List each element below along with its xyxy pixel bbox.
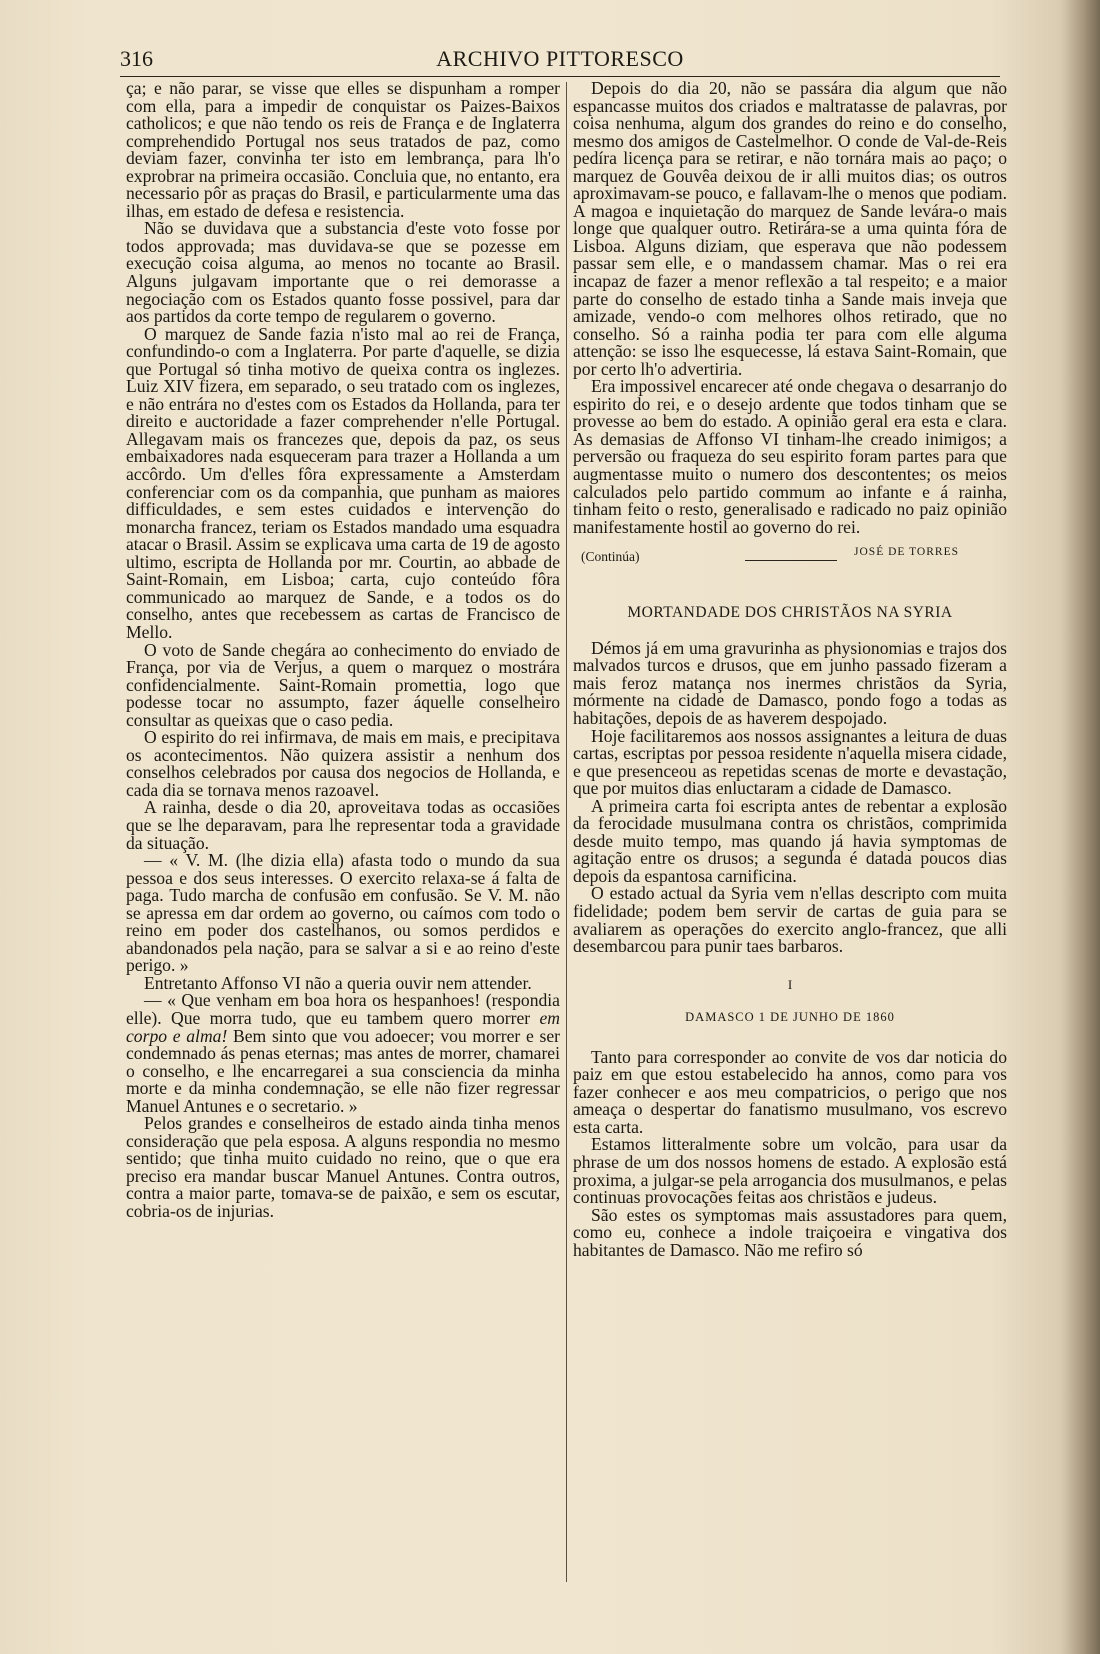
paragraph: Estamos litteralmente sobre um volcão, para usar da phrase de um dos nossos homens de estado. A explosão está proxima, a julgar-se pela arrogancia dos musulmanos, e pelas continuas provocações feitas aos christãos e judeus. — [573, 1134, 1007, 1208]
paragraph: A rainha, desde o dia 20, aproveitava todas as occasiões que se lhe deparavam, para lhe representar toda a gravidade da situação. — [126, 797, 560, 853]
quote-paragraph — [126, 992, 560, 1115]
page-header — [120, 42, 1000, 77]
paragraph: O estado actual da Syria vem n'ellas descripto com muita fidelidade; podem bem servir de cartas de guia para se avaliarem as operações do exercito anglo-francez, que alli desembarcou para punir taes barbaros. — [573, 883, 1007, 957]
end-rule — [745, 560, 837, 561]
quote-text-start: — « Que venham em boa hora os hespanhoes! (respondia elle). Que morra tudo, que eu tambem quero morrer — [126, 990, 560, 1028]
paragraph: Entretanto Affonso VI não a queria ouvir nem attender. — [144, 972, 532, 993]
paragraph: Depois do dia 20, não se passára dia algum que não espancasse muitos dos criados e maltratasse de palavras, por coisa nenhuma, algum dos grandes do reino e do conselho, mesmo dos amigos de Castelmelhor. O conde de Val-de-Reis pedíra licença para se retirar, e não tornára mais ao paço; o marquez de Gouvêa deixou de ir alli muitos dias; os outros aproximavam-se pouco, e fallavam-lhe o menos que podiam. A magoa e inquietação do marquez de Sande levára-o mais longe que qualquer outro. Retirára-se a uma quinta fóra de Lisboa. Alguns diziam, que esperava que não podessem passar sem elle, e o mandassem chamar. Mas o rei era incapaz de fazer a menor reflexão a tal respeito; e a maior parte do conselho de estado tinha a Sande mais inveja que amizade, vendo-o com melhores olhos retirado, que no conselho. Só a rainha podia ter para com elle alguma attenção: se isso lhe esquecesse, lá estava Saint-Romain, que por certo lh'o advertiria. — [573, 78, 1007, 379]
left-column — [126, 80, 560, 1221]
quote-emphasis: em corpo e alma! — [126, 1007, 560, 1046]
paragraph: Era impossivel encarecer até onde chegava o desarranjo do espirito do rei, e o desejo ardente que todos tinham que se provesse ao bem do estado. A opinião geral era esta e clara. As demasias de Affonso VI tinham-lhe creado inimigos; a perversão ou fraqueza do seu espirito foram partes para que augmentasse muito o numero dos descontentes; os meios calculados pelo partido commum ao infante e á rainha, tinham feito o resto, generalisado e radicado no paiz opinião manifestamente hostil ao governo do rei. — [573, 376, 1007, 537]
paragraph: A primeira carta foi escripta antes de rebentar a explosão da ferocidade musulmana contra os christãos, comprimida desde muito tempo, mas quando já havia symptomas de agitação entre os drusos; a segunda é datada poucos dias depois da espantosa carnificina. — [573, 795, 1007, 886]
page-number: 316 — [120, 46, 153, 71]
paragraph: O marquez de Sande fazia n'isto mal ao rei de França, confundindo-o com a Inglaterra. Por parte d'aquelle, se dizia que Portugal só tinha motivo de queixa contra os inglezes. Luiz XIV fizera, em separado, o seu tratado com os inglezes, e não entrára no d'estes com os Estados da Hollanda, para ter direito e auctoridade a fazer comprehender n'elle Portugal. Allegavam mais os francezes que, depois da paz, os seus embaixadores nada esqueceram para trazer a Hollanda a um accôrdo. Um d'elles fôra expressamente a Amsterdam conferenciar com os da companhia, que punham as maiores difficuldades, e sem estes cuidados e intervenção do monarcha francez, teriam os Estados mandado uma esquadra atacar o Brasil. Assim se explicava uma carta de 19 de agosto ultimo, escripta de Hollanda por mr. Courtin, ao abbade de Saint-Romain, em Lisboa; carta, cujo conteúdo fôra communicado ao marquez de Sande, e a todos os do conselho, antes que recebessem as cartas de Francisco de Mello. — [126, 323, 560, 642]
paragraph: ça; e não parar, se visse que elles se dispunham a romper com ella, para a impedir de conquistar os Paizes-Baixos catholicos; e que não tendo os reis de França e de Inglaterra comprehendido Portugal nos seus tratados de paz, como deviam fazer, convinha ter isto em lembrança, para lh'o exprobrar na primeira occasião. Concluia que, no entanto, era necessario pôr as praças do Brasil, e particularmente uma das ilhas, em estado de defesa e resistencia. — [126, 78, 560, 221]
paragraph: Pelos grandes e conselheiros de estado ainda tinha menos consideração que pela esposa. A alguns respondia no mesmo sentido; que tinha muito cuidado no reino, que o que era preciso era mandar buscar Manuel Antunes. Contra outros, contra a maior parte, tomava-se de paixão, e sem os escutar, cobria-os de injurias. — [126, 1113, 560, 1221]
continued-note: (Continúa) — [581, 549, 640, 565]
quote-text-end: Bem sinto que vou adoecer; vou morrer e ser condemnado ás penas eternas; mas antes de morrer, chamarei o conselho, e lhe encarregarei a sua consciencia da minha morte e da minha condemnação, se elle não fizer regressar Manuel Antunes e o secretario. » — [126, 1025, 561, 1116]
paragraph: Tanto para corresponder ao convite de vos dar noticia do paiz em que estou estabelecido ha annos, como para vos fazer conhecer e aos meu compatricios, o perigo que nos ameaça o despertar do fanatismo musulmano, vos escrevo esta carta. — [573, 1046, 1007, 1137]
article-end — [573, 540, 1007, 570]
paragraph: Não se duvidava que a substancia d'este voto fosse por todos approvada; mas duvidava-se que se pozesse em execução coisa alguma, ao menos no tocante ao Brasil. Alguns julgavam importante que o rei demorasse a negociação com os Estados quanto fosse possivel, para dar aos partidos da corte tempo de regularem o governo. — [126, 218, 560, 327]
paragraph: O espirito do rei infirmava, de mais em mais, e precipitava os acontecimentos. Não quizera assistir a nenhum dos conselhos celebrados por causa dos negocios de Hollanda, e cada dia se tornava menos razoavel. — [126, 727, 560, 800]
running-title: ARCHIVO PITTORESCO — [436, 46, 684, 71]
dateline: DAMASCO 1 DE JUNHO DE 1860 — [685, 1010, 895, 1025]
author-signature: JOSÉ DE TORRES — [854, 546, 959, 559]
right-column — [573, 80, 1007, 1259]
paragraph: Hoje facilitaremos aos nossos assignantes a leitura de duas cartas, escriptas por pessoa residente n'aquella misera cidade, e que presenceou as repetidas scenas de morte e devastação, que por muitos dias enluctaram a cidade de Damasco. — [573, 725, 1007, 799]
paragraph: São estes os symptomas mais assustadores para quem, como eu, conhece a indole traiçoeira e vingativa dos habitantes de Damasco. Não me refiro só — [573, 1204, 1007, 1260]
binding-shadow — [1060, 0, 1100, 1654]
paragraph: O voto de Sande chegára ao conhecimento do enviado de França, por via de Verjus, a quem o marquez o mostrára confidencialmente. Saint-Romain promettia, logo que podesse tocar no assumpto, fazer áquelle conselheiro consultar as queixas que o caso pedia. — [126, 639, 560, 730]
section-number: I — [787, 976, 793, 992]
paragraph: Démos já em uma gravurinha as physionomias e trajos dos malvados turcos e drusos, que em junho passado fizeram a mais feroz matança nos inermes christãos da Syria, mórmente na cidade de Damasco, pondo fogo a todas as habitações, depois de as haverem despojado. — [573, 637, 1007, 728]
article-title: MORTANDADE DOS CHRISTÃOS NA SYRIA — [627, 604, 953, 622]
paragraph: — « V. M. (lhe dizia ella) afasta todo o mundo da sua pessoa e dos seus interesses. O exercito relaxa-se á falta de paga. Tudo marcha de confusão em confusão. Se V. M. não se apressa em dar ordem ao governo, ou caímos com todo o reino em poder dos castelhanos, ou somos perdidos e abandonados pela nação, para se salvar a si e ao reino d'este perigo. » — [126, 850, 560, 976]
column-divider — [566, 82, 567, 1582]
